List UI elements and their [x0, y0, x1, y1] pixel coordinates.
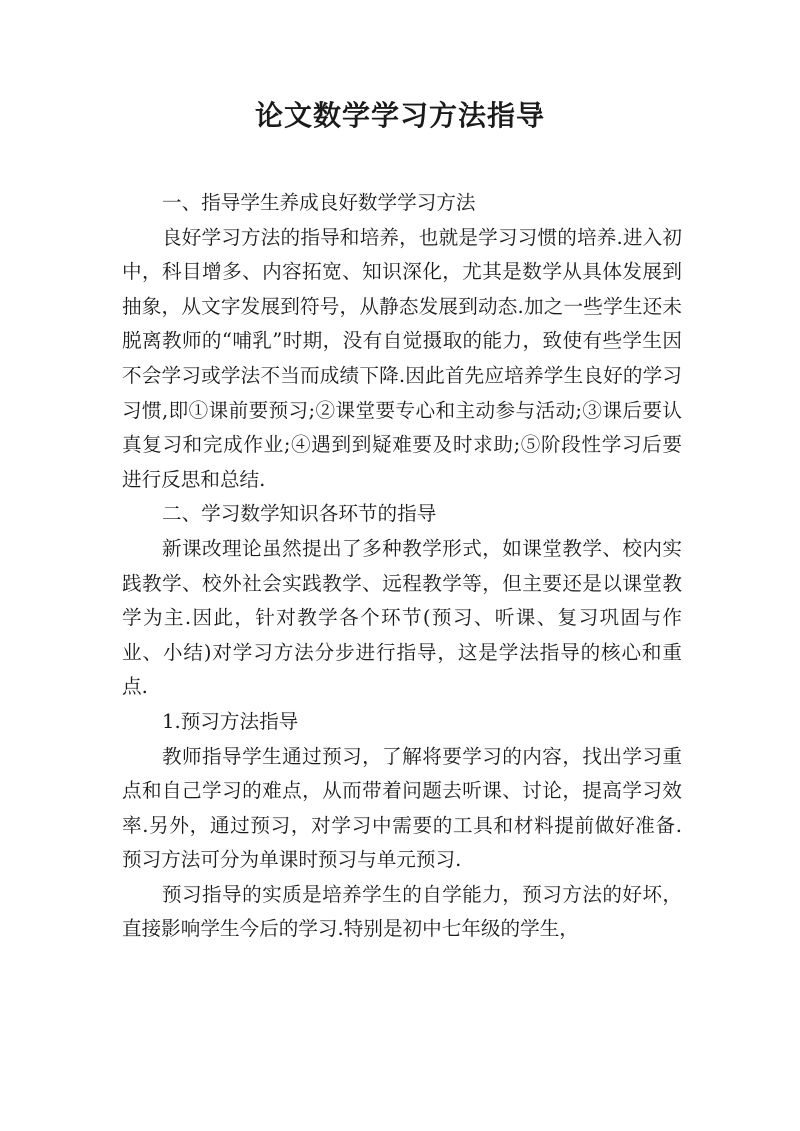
section-heading-1: 一、指导学生养成良好数学学习方法	[162, 191, 476, 214]
paragraph: 预习指导的实质是培养学生的自学能力，预习方法的好坏，直接影响学生今后的学习.特别是初中七年级的学生，	[122, 882, 682, 941]
document-title: 论文数学学习方法指导	[254, 99, 545, 132]
paragraph: 新课改理论虽然提出了多种教学形式，如课堂教学、校内实践教学、校外社会实践教学、远程教学等，但主要还是以课堂教学为主.因此，针对教学各个环节(预习、听课、复习巩固与作业、小结)对学习方法分步进行指导，这是学法指导的核心和重点.	[122, 536, 682, 699]
paragraph: 教师指导学生通过预习，了解将要学习的内容，找出学习重点和自己学习的难点，从而带着问题去听课、讨论，提高学习效率.另外，通过预习，对学习中需要的工具和材料提前做好准备.预习方法可分为单课时预习与单元预习.	[122, 744, 682, 872]
document-body	[122, 186, 682, 947]
subsection-heading-1: 1.预习方法指导	[162, 709, 299, 733]
paragraph: 良好学习方法的指导和培养，也就是学习习惯的培养.进入初中，科目增多、内容拓宽、知识深化，尤其是数学从具体发展到抽象，从文字发展到符号，从静态发展到动态.加之一些学生还未脱离教师的“哺乳”时期，没有自觉摄取的能力，致使有些学生因不会学习或学法不当而成绩下降.因此首先应培养学生良好的学习习惯,即①课前要预习;②课堂要专心和主动参与活动;③课后要认真复习和完成作业;④遇到到疑难要及时求助;⑤阶段性学习后要进行反思和总结.	[122, 225, 682, 491]
section-heading-2: 二、学习数学知识各环节的指导	[162, 502, 437, 526]
